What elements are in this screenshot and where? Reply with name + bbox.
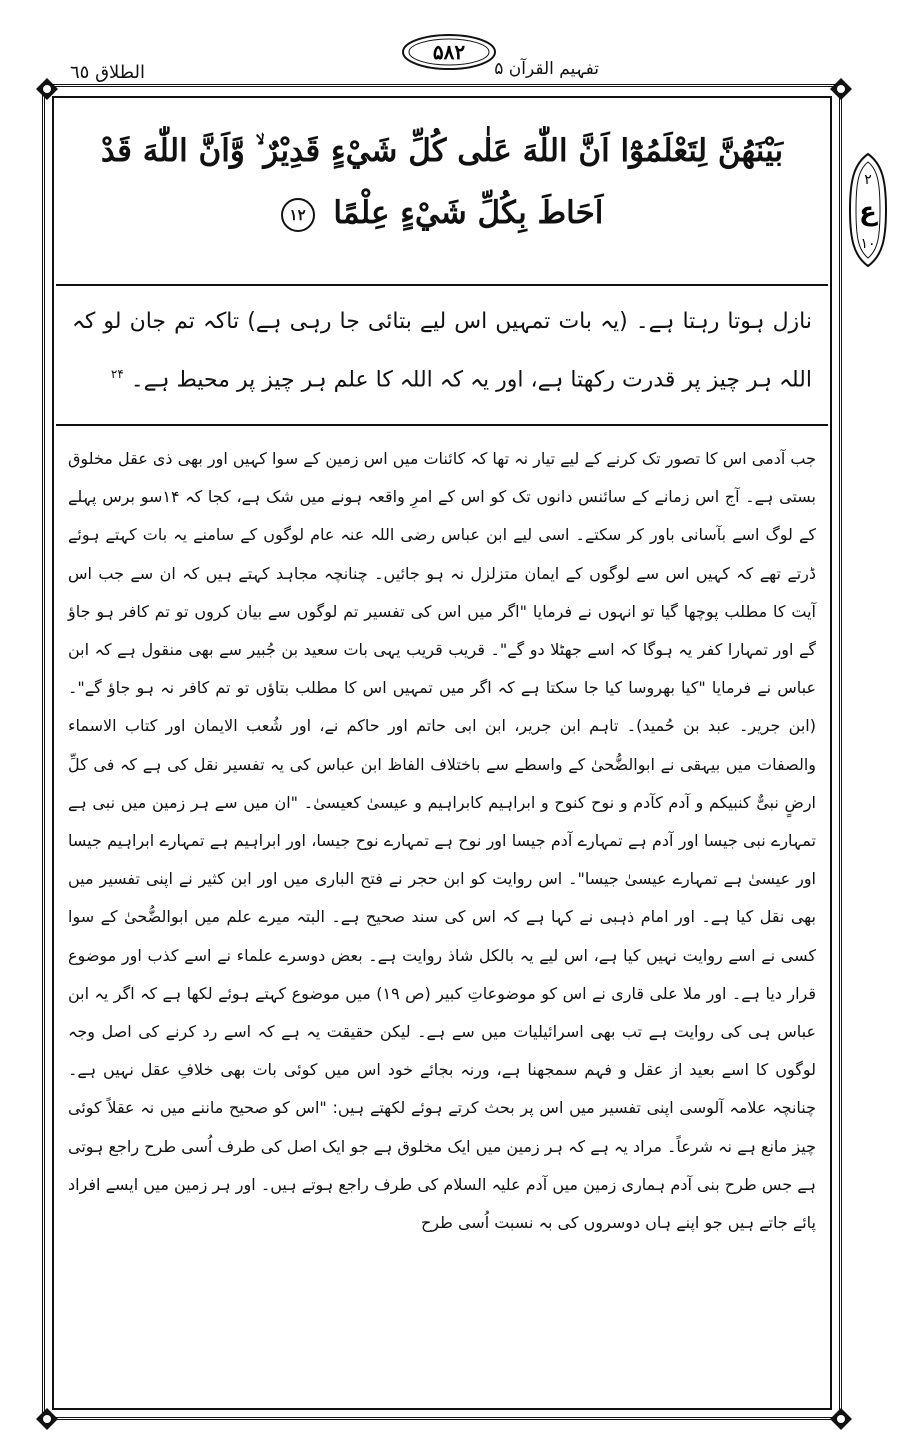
surah-name-header: الطلاق ٦٥ (70, 62, 146, 83)
corner-ornament-icon (828, 76, 854, 102)
ruku-bottom-number: ١٠ (860, 236, 876, 252)
verse-separator-divider (56, 284, 828, 286)
page-number: ۵۸۲ (432, 40, 466, 64)
ruku-marker-icon (846, 150, 890, 270)
translation-separator-divider (56, 424, 828, 426)
verse-line-1: بَيْنَهُنَّ لِتَعْلَمُوْٓا اَنَّ اللّٰهَ عَلٰى كُلِّ شَيْءٍ قَدِيْرٌ ۙ وَّاَنَّ اللّٰهَ قَدْ (100, 133, 784, 169)
ruku-top-number: ٢ (864, 172, 872, 188)
verse-line-2 (64, 182, 820, 244)
page-number-cartouche (400, 32, 498, 72)
corner-ornament-icon (34, 1406, 60, 1432)
translation-footnote-mark: ۲۴ (110, 367, 124, 381)
translation-text: نازل ہوتا رہتا ہے۔ (یہ بات تمہیں اس لیے بتائی جا رہی ہے) تاکہ تم جان لو کہ اللہ ہر چیز پر قدرت رکھتا ہے، اور یہ کہ اللہ کا علم ہر چیز پر محیط ہے۔ (72, 309, 812, 393)
ruku-symbol: ع (859, 197, 877, 227)
quran-verse-block (64, 120, 820, 280)
tafsir-commentary (68, 440, 816, 1242)
ayah-number-marker (281, 198, 315, 232)
urdu-translation (72, 296, 812, 406)
commentary-paragraph: جب آدمی اس کا تصور تک کرنے کے لیے تیار نہ تھا کہ کائنات میں اس زمین کے سوا کہیں اور بھی ذی عقل مخلوق بستی ہے۔ آج اس زمانے کے سائنس دانوں تک کو اس کے امرِ واقعہ ہونے میں شک ہے، کجا کہ ۱۴سو برس پہلے کے لوگ اسے بآسانی باور کر سکتے۔ اسی لیے ابن عباس رضی اللہ عنہ عام لوگوں کے سامنے یہ بات کہتے ہوئے ڈرتے تھے کہ کہیں اس سے لوگوں کے ایمان متزلزل نہ ہو جائیں۔ چنانچہ مجاہد کہتے ہیں کہ ان سے جب اس آیت کا مطلب پوچھا گیا تو انہوں نے فرمایا "اگر میں اس کی تفسیر تم لوگوں سے بیان کروں تو تم کافر ہو جاؤ گے اور تمہارا کفر یہ ہوگا کہ اسے جھٹلا دو گے"۔ قریب قریب یہی بات سعید بن جُبیر سے بھی منقول ہے کہ ابن عباس نے فرمایا "کیا بھروسا کیا جا سکتا ہے کہ اگر میں تمہیں اس کا مطلب بتاؤں تو تم کافر نہ ہو جاؤ گے"۔ (ابن جریر۔ عبد بن حُمید)۔ تاہم ابن جریر، ابن ابی حاتم اور حاکم نے، اور شُعب الایمان اور کتاب الاسماء والصفات میں بیہقی نے ابوالضُّحیٰ کے واسطے سے باختلاف الفاظ ابن عباس کی یہ تفسیر نقل کی ہے کہ فی کلِّ ارضٍ نبیٌّ کنبیکم و آدم کآدم و نوح کنوح و ابراہیم کابراہیم و عیسیٰ کعیسیٰ۔ "ان میں سے ہر زمین میں نبی ہے تمہارے نبی جیسا اور آدم ہے تمہارے آدم جیسا اور نوح ہے تمہارے نوح جیسا، اور ابراہیم ہے تمہارے ابراہیم جیسا اور عیسیٰ ہے تمہارے عیسیٰ جیسا"۔ اس روایت کو ابن حجر نے فتح الباری میں اور ابن کثیر نے اپنی تفسیر میں بھی نقل کیا ہے۔ اور امام ذہبی نے کہا ہے کہ اس کی سند صحیح ہے۔ البتہ میرے علم میں ابوالضُّحیٰ کے سوا کسی نے اسے روایت نہیں کیا ہے، اس لیے یہ بالکل شاذ روایت ہے۔ بعض دوسرے علماء نے اسے کذب اور موضوع قرار دیا ہے۔ اور ملا علی قاری نے اس کو موضوعاتِ کبیر (ص ۱۹) میں موضوع کہتے ہوئے لکھا ہے کہ اگر یہ ابن عباس ہی کی روایت ہے تب بھی اسرائیلیات میں سے ہے۔ لیکن حقیقت یہ ہے کہ اسے رد کرنے کی اصل وجہ لوگوں کا اسے بعید از عقل و فہم سمجھنا ہے، ورنہ بجائے خود اس میں کوئی بات بھی خلافِ عقل نہیں ہے۔ چنانچہ علامہ آلوسی اپنی تفسیر میں اس پر بحث کرتے ہوئے لکھتے ہیں: "اس کو صحیح ماننے میں نہ عقلاً کوئی چیز مانع ہے نہ شرعاً۔ مراد یہ ہے کہ ہر زمین میں ایک مخلوق ہے جو ایک اصل کی طرف اُسی طرح راجع ہوتی ہے جس طرح بنی آدم ہماری زمین میں آدم علیہ السلام کی طرف راجع ہوتے ہیں۔ اور ہر زمین میں ایسے افراد پائے جاتے ہیں جو اپنے ہاں دوسروں کی بہ نسبت اُسی طرح (68, 449, 817, 1233)
corner-ornament-icon (828, 1406, 854, 1432)
corner-ornament-icon (34, 76, 60, 102)
book-title-header: تفہیم القرآن ۵ (494, 59, 599, 79)
verse-line-2-text: اَحَاطَ بِكُلِّ شَيْءٍ عِلْمًا (333, 195, 604, 231)
ayah-number: ١٢ (289, 205, 306, 224)
